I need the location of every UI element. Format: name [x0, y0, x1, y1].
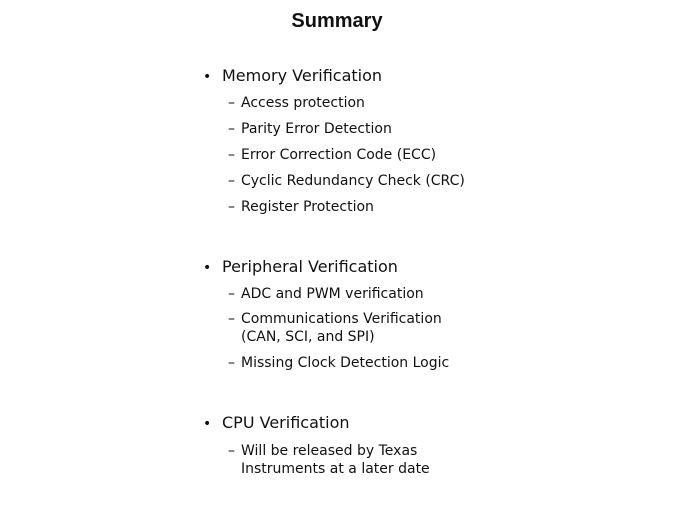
sub-bullet-label: Communications Verification (CAN, SCI, and SPI) — [241, 311, 442, 345]
bullet-item — [203, 413, 350, 432]
bullet-label: CPU Verification — [222, 413, 350, 432]
bullet-icon: • — [203, 69, 212, 85]
dash-icon: – — [228, 173, 235, 189]
dash-icon: – — [228, 121, 235, 137]
sub-bullet-item — [228, 442, 430, 478]
sub-bullet-item — [228, 94, 365, 112]
dash-icon: – — [228, 286, 235, 302]
dash-icon: – — [228, 355, 235, 371]
dash-icon: – — [228, 443, 235, 459]
sub-bullet-label: Register Protection — [241, 199, 374, 215]
sub-bullet-label: Missing Clock Detection Logic — [241, 355, 450, 371]
dash-icon: – — [228, 199, 235, 215]
sub-bullet-item — [228, 120, 392, 138]
sub-bullet-item — [228, 310, 442, 346]
dash-icon: – — [228, 147, 235, 163]
sub-bullet-label: Access protection — [241, 95, 365, 111]
sub-bullet-item — [228, 354, 449, 372]
sub-bullet-item — [228, 146, 436, 164]
dash-icon: – — [228, 95, 235, 111]
sub-bullet-label: Will be released by Texas Instruments at a later date — [241, 443, 430, 477]
sub-bullet-item — [228, 198, 374, 216]
sub-bullet-label: Parity Error Detection — [241, 121, 392, 137]
bullet-icon: • — [203, 416, 212, 432]
sub-bullet-label: Error Correction Code (ECC) — [241, 147, 437, 163]
bullet-item — [203, 66, 382, 85]
bullet-item — [203, 257, 398, 276]
bullet-icon: • — [203, 260, 212, 276]
sub-bullet-item — [228, 172, 465, 190]
sub-bullet-label: ADC and PWM verification — [241, 286, 424, 302]
sub-bullet-label: Cyclic Redundancy Check (CRC) — [241, 173, 465, 189]
bullet-label: Memory Verification — [222, 66, 383, 85]
bullet-label: Peripheral Verification — [222, 257, 398, 276]
slide-title: Summary — [291, 10, 383, 32]
dash-icon: – — [228, 311, 235, 327]
sub-bullet-item — [228, 285, 424, 303]
